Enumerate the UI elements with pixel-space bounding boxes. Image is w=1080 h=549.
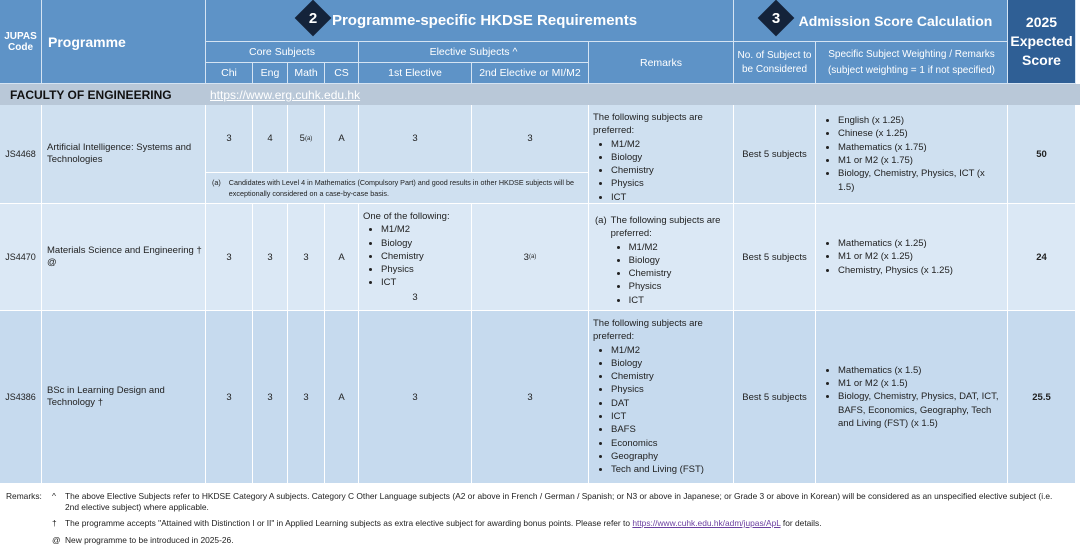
row1-weights	[816, 105, 1008, 204]
list-item: • Biology	[381, 237, 467, 250]
list-item: • Tech and Living (FST)	[611, 463, 729, 476]
row1-math: 5 (a)	[288, 105, 325, 173]
list-item: • DAT	[611, 397, 729, 410]
list-item: • M1/M2	[611, 344, 729, 357]
row2-elective2: 3 (a)	[472, 204, 589, 311]
row3-weights	[816, 311, 1008, 484]
list-item: • Physics	[611, 383, 729, 396]
footnote-caret-text: The above Elective Subjects refer to HKDSE Category A subjects. Category C Other Language subjects (A2 or above in French / German / Spanish; or N3 or above in Japanese; or Grade 3 or above in Korean) will be considered as an unspecified elective subject (i.e. 2nd elective subject) where applicable.	[65, 491, 1053, 512]
list-item: • Chemistry	[611, 164, 729, 177]
row2-chi: 3	[206, 204, 253, 311]
row3-chi: 3	[206, 311, 253, 484]
row1-best: Best 5 subjects	[734, 105, 816, 204]
row1-eng: 4	[253, 105, 288, 173]
row1-elective2: 3	[472, 105, 589, 173]
list-item: • Biology, Chemistry, Physics, ICT (x 1.5)	[838, 167, 1003, 194]
list-item: • Physics	[611, 177, 729, 190]
list-item: • M1/M2	[629, 241, 729, 254]
row3-cs: A	[325, 311, 359, 484]
section2-number: 2	[308, 10, 318, 27]
row2-remarks: (a) The following subjects are preferred: • M1/M2 • Biology • Chemistry • Physics • ICT	[589, 204, 734, 311]
header-col-chi: Chi	[206, 63, 253, 84]
footnote-caret-symbol: ^	[52, 491, 56, 501]
header-col-math: Math	[288, 63, 325, 84]
row2-elective1: One of the following: • M1/M2 • Biology • Chemistry • Physics • ICT 3	[359, 204, 472, 311]
list-item: • ICT	[611, 410, 729, 423]
header-expected-score: 2025 Expected Score	[1008, 0, 1076, 84]
header-col-1st-elective: 1st Elective	[359, 63, 472, 84]
list-item: • Physics	[381, 263, 467, 276]
header-section2: Programme-specific HKDSE Requirements	[206, 0, 734, 42]
list-item: • M1 or M2 (x 1.75)	[838, 154, 1003, 167]
row3-elective2: 3	[472, 311, 589, 484]
list-item: • Geography	[611, 450, 729, 463]
row2-math: 3	[288, 204, 325, 311]
footnote-dagger-symbol: †	[52, 518, 57, 528]
footnote-label: Remarks:	[6, 491, 42, 501]
row3-programme: BSc in Learning Design and Technology †	[42, 311, 206, 484]
row1-remarks: The following subjects are preferred: • M1/M2 • Biology • Chemistry • Physics • ICT	[589, 105, 734, 204]
header-weighting: Specific Subject Weighting / Remarks (subject weighting = 1 if not specified)	[816, 42, 1008, 84]
list-item: • Mathematics (x 1.5)	[838, 364, 1003, 377]
header-col-2nd-elective: 2nd Elective or MI/M2	[472, 63, 589, 84]
header-remarks: Remarks	[589, 42, 734, 84]
row2-code: JS4470	[0, 204, 42, 311]
row2-programme: Materials Science and Engineering † @	[42, 204, 206, 311]
faculty-bar	[0, 84, 1080, 105]
header-col-cs: CS	[325, 63, 359, 84]
list-item: • Chemistry	[611, 370, 729, 383]
row1-code: JS4468	[0, 105, 42, 204]
row3-code: JS4386	[0, 311, 42, 484]
list-item: • ICT	[611, 191, 729, 204]
list-item: • Chemistry	[629, 267, 729, 280]
row1-note: (a) Candidates with Level 4 in Mathematics (Compulsory Part) and good results in other HKDSE subjects will be exceptionally considered on a case-by-case basis.	[206, 173, 589, 204]
row3-best: Best 5 subjects	[734, 311, 816, 484]
list-item: • Biology, Chemistry, Physics, DAT, ICT, BAFS, Economics, Geography, Tech and Living (FST) (x 1.5)	[838, 390, 1003, 430]
row3-score: 25.5	[1008, 311, 1076, 484]
row3-elective1: 3	[359, 311, 472, 484]
list-item: • Mathematics (x 1.25)	[838, 237, 953, 250]
list-item: • Physics	[629, 280, 729, 293]
row1-programme: Artificial Intelligence: Systems and Technologies	[42, 105, 206, 204]
header-no-subjects: No. of Subject to be Considered	[734, 42, 816, 84]
header-section3: Admission Score Calculation	[734, 0, 1008, 42]
header-core-subjects: Core Subjects	[206, 42, 359, 63]
list-item: • M1/M2	[381, 223, 467, 236]
row2-cs: A	[325, 204, 359, 311]
list-item: • Mathematics (x 1.75)	[838, 141, 1003, 154]
row1-chi: 3	[206, 105, 253, 173]
faculty-link[interactable]: https://www.erg.cuhk.edu.hk	[210, 88, 361, 102]
list-item: • Economics	[611, 437, 729, 450]
faculty-name: FACULTY OF ENGINEERING	[10, 88, 172, 102]
row2-weights	[816, 204, 1008, 311]
footnote-at-symbol: @	[52, 535, 61, 545]
list-item: • M1 or M2 (x 1.5)	[838, 377, 1003, 390]
list-item: • Biology	[611, 151, 729, 164]
header-programme: Programme	[42, 0, 206, 84]
header-col-eng: Eng	[253, 63, 288, 84]
list-item: • Biology	[611, 357, 729, 370]
row3-eng: 3	[253, 311, 288, 484]
row1-elective1: 3	[359, 105, 472, 173]
row2-best: Best 5 subjects	[734, 204, 816, 311]
list-item: • Chemistry	[381, 250, 467, 263]
list-item: • Chinese (x 1.25)	[838, 127, 1003, 140]
list-item: • M1/M2	[611, 138, 729, 151]
list-item: • English (x 1.25)	[838, 114, 1003, 127]
row1-cs: A	[325, 105, 359, 173]
footnote-at-text: New programme to be introduced in 2025-26.	[65, 535, 234, 545]
header-jupas-code: JUPAS Code	[0, 0, 42, 84]
applied-learning-link[interactable]: https://www.cuhk.edu.hk/adm/jupas/ApL	[632, 518, 781, 528]
header-elective-subjects: Elective Subjects ^	[359, 42, 589, 63]
list-item: • M1 or M2 (x 1.25)	[838, 250, 953, 263]
list-item: • BAFS	[611, 423, 729, 436]
row1-score: 50	[1008, 105, 1076, 204]
list-item: • ICT	[381, 276, 467, 289]
row3-math: 3	[288, 311, 325, 484]
list-item: • ICT	[629, 294, 729, 307]
row2-score: 24	[1008, 204, 1076, 311]
list-item: • Biology	[629, 254, 729, 267]
row3-remarks: The following subjects are preferred: • M1/M2 • Biology • Chemistry • Physics • DAT • ICT • BAFS • Economics • Geography • Tech and Living (FST)	[589, 311, 734, 484]
section3-number: 3	[771, 10, 781, 27]
list-item: • Chemistry, Physics (x 1.25)	[838, 264, 953, 277]
footnote-dagger: The programme accepts "Attained with Distinction I or II" in Applied Learning subjects as extra elective subject for awarding bonus points. Please refer to https://www.cuhk.edu.hk/adm/jupas/ApL for details.	[65, 518, 822, 528]
row2-eng: 3	[253, 204, 288, 311]
